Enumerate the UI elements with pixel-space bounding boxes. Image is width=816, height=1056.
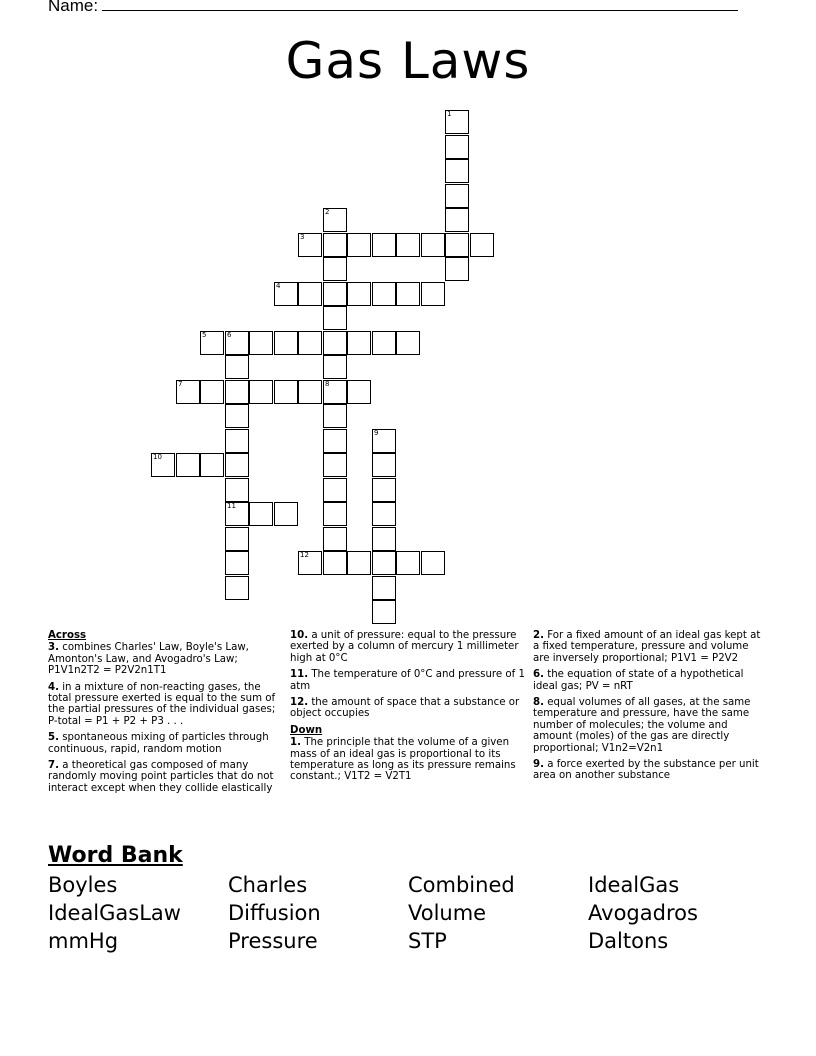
clues-column-1 (48, 630, 280, 799)
crossword-cell[interactable] (225, 502, 249, 526)
crossword-cell[interactable] (298, 331, 322, 355)
crossword-cell[interactable] (274, 331, 298, 355)
clue-down-8: 8. equal volumes of all gases, at the same temperature and pressure, have the same number of molecules; the volume and amount (moles) of the gas are directly proportional; V1n2=V2n1 (533, 697, 751, 754)
crossword-cell[interactable] (470, 233, 494, 257)
crossword-cell[interactable] (372, 502, 396, 526)
clue-down-1: 1. The principle that the volume of a given mass of an ideal gas is proportional to its temperature as long as its pressure remains constant.; V1T2 = V2T1 (290, 737, 516, 783)
word-bank-word: Daltons (588, 929, 669, 953)
crossword-cell[interactable] (372, 429, 396, 453)
crossword-cell[interactable] (396, 331, 420, 355)
clue-number: 4 (276, 282, 281, 290)
crossword-cell[interactable] (298, 551, 322, 575)
crossword-cell[interactable] (323, 478, 347, 502)
word-bank-word: Combined (408, 873, 515, 897)
word-bank-title: Word Bank (48, 843, 183, 868)
crossword-cell[interactable] (200, 331, 224, 355)
clue-across-7: 7. a theoretical gas composed of many randomly moving point particles that do not interact except when they collide elastically (48, 760, 274, 794)
clue-number: 3 (300, 233, 305, 241)
page-title: Gas Laws (285, 32, 531, 90)
crossword-cell[interactable] (225, 453, 249, 477)
crossword-cell[interactable] (298, 380, 322, 404)
crossword-cell[interactable] (249, 331, 273, 355)
crossword-cell[interactable] (298, 282, 322, 306)
clue-number: 10 (153, 453, 162, 461)
word-bank-word: IdealGas (588, 873, 680, 897)
crossword-cell[interactable] (372, 478, 396, 502)
clue-across-4: 4. in a mixture of non-reacting gases, the total pressure exerted is equal to the sum of the partial pressures of the individual gases; P-total = P1 + P2 + P3 . . . (48, 681, 276, 727)
clue-across-11: 11. The temperature of 0°C and pressure of 1 atm (290, 669, 525, 692)
crossword-cell[interactable] (151, 453, 175, 477)
crossword-cell[interactable] (274, 380, 298, 404)
clue-number: 8 (325, 380, 330, 388)
crossword-cell[interactable] (445, 159, 469, 183)
clue-across-12: 12. the amount of space that a substance or object occupies (290, 697, 520, 720)
crossword-cell[interactable] (323, 282, 347, 306)
crossword-cell[interactable] (225, 380, 249, 404)
clue-number: 12 (300, 551, 309, 559)
crossword-cell[interactable] (323, 551, 347, 575)
crossword-cell[interactable] (372, 576, 396, 600)
crossword-cell[interactable] (323, 306, 347, 330)
crossword-cell[interactable] (176, 453, 200, 477)
crossword-cell[interactable] (323, 355, 347, 379)
crossword-cell[interactable] (176, 380, 200, 404)
crossword-cell[interactable] (445, 110, 469, 134)
crossword-cell[interactable] (323, 233, 347, 257)
crossword-cell[interactable] (445, 257, 469, 281)
down-heading: Down (290, 724, 323, 736)
across-heading: Across (48, 630, 87, 641)
crossword-cell[interactable] (323, 502, 347, 526)
crossword-cell[interactable] (396, 551, 420, 575)
clue-across-5: 5. spontaneous mixing of particles through continuous, rapid, random motion (48, 732, 269, 755)
crossword-cell[interactable] (225, 429, 249, 453)
crossword-cell[interactable] (347, 380, 371, 404)
word-bank-word: IdealGasLaw (48, 901, 181, 925)
crossword-cell[interactable] (396, 282, 420, 306)
crossword-cell[interactable] (421, 233, 445, 257)
crossword-cell[interactable] (274, 502, 298, 526)
crossword-cell[interactable] (396, 233, 420, 257)
word-bank-word: Volume (408, 901, 487, 925)
crossword-cell[interactable] (323, 453, 347, 477)
crossword-cell[interactable] (225, 478, 249, 502)
crossword-cell[interactable] (225, 527, 249, 551)
crossword-cell[interactable] (372, 453, 396, 477)
crossword-cell[interactable] (372, 527, 396, 551)
clue-across-3: 3. combines Charles' Law, Boyle's Law, Amonton's Law, and Avogadro's Law; P1V1n2T2 = P2V2n1T1 (48, 642, 249, 677)
word-bank-word: Charles (228, 873, 308, 897)
clue-down-9: 9. a force exerted by the substance per unit area on another substance (533, 759, 759, 782)
crossword-cell[interactable] (347, 233, 371, 257)
word-bank-word: STP (408, 929, 447, 953)
word-bank-word: Avogadros (588, 901, 698, 925)
crossword-cell[interactable] (445, 208, 469, 232)
crossword-cell[interactable] (372, 282, 396, 306)
clue-down-2: 2. For a fixed amount of an ideal gas kept at a fixed temperature, pressure and volume are inversely proportional; P1V1 = P2V2 (533, 630, 761, 664)
crossword-cell[interactable] (445, 135, 469, 159)
crossword-cell[interactable] (347, 331, 371, 355)
crossword-cell[interactable] (225, 331, 249, 355)
crossword-cell[interactable] (347, 282, 371, 306)
clue-number: 9 (374, 429, 379, 437)
clue-number: 7 (178, 380, 183, 388)
crossword-cell[interactable] (298, 233, 322, 257)
crossword-cell[interactable] (323, 527, 347, 551)
crossword-cell[interactable] (323, 380, 347, 404)
crossword-cell[interactable] (421, 282, 445, 306)
crossword-cell[interactable] (274, 282, 298, 306)
clue-number: 11 (227, 502, 236, 510)
word-bank-word: Boyles (48, 873, 118, 897)
crossword-cell[interactable] (372, 600, 396, 624)
name-label: Name: (48, 0, 99, 15)
crossword-cell[interactable] (225, 404, 249, 428)
crossword-cell[interactable] (421, 551, 445, 575)
crossword-cell[interactable] (225, 576, 249, 600)
clues-column-3 (533, 630, 763, 787)
crossword-cell[interactable] (225, 551, 249, 575)
word-bank (48, 872, 788, 954)
clues-column-2 (290, 630, 526, 788)
crossword-cell[interactable] (323, 429, 347, 453)
crossword-cell[interactable] (200, 453, 224, 477)
word-bank-word: mmHg (48, 929, 119, 953)
crossword-cell[interactable] (347, 551, 371, 575)
word-bank-word: Pressure (228, 929, 318, 953)
crossword-cell[interactable] (372, 551, 396, 575)
crossword-cell[interactable] (249, 502, 273, 526)
crossword-cell[interactable] (225, 355, 249, 379)
crossword-cell[interactable] (200, 380, 224, 404)
clue-number: 6 (227, 331, 232, 339)
clue-number: 1 (447, 110, 452, 118)
word-bank-word: Diffusion (228, 901, 321, 925)
clue-number: 5 (202, 331, 207, 339)
crossword-cell[interactable] (249, 380, 273, 404)
crossword-cell[interactable] (445, 184, 469, 208)
crossword-cell[interactable] (323, 208, 347, 232)
crossword-cell[interactable] (372, 233, 396, 257)
crossword-cell[interactable] (323, 404, 347, 428)
crossword-cell[interactable] (323, 331, 347, 355)
crossword-cell[interactable] (323, 257, 347, 281)
crossword-cell[interactable] (445, 233, 469, 257)
clue-down-6: 6. the equation of state of a hypothetical ideal gas; PV = nRT (533, 669, 744, 692)
clue-number: 2 (325, 208, 330, 216)
crossword-cell[interactable] (372, 331, 396, 355)
clue-across-10: 10. a unit of pressure: equal to the pressure exerted by a column of mercury 1 millimeter high at 0°C (290, 630, 519, 664)
